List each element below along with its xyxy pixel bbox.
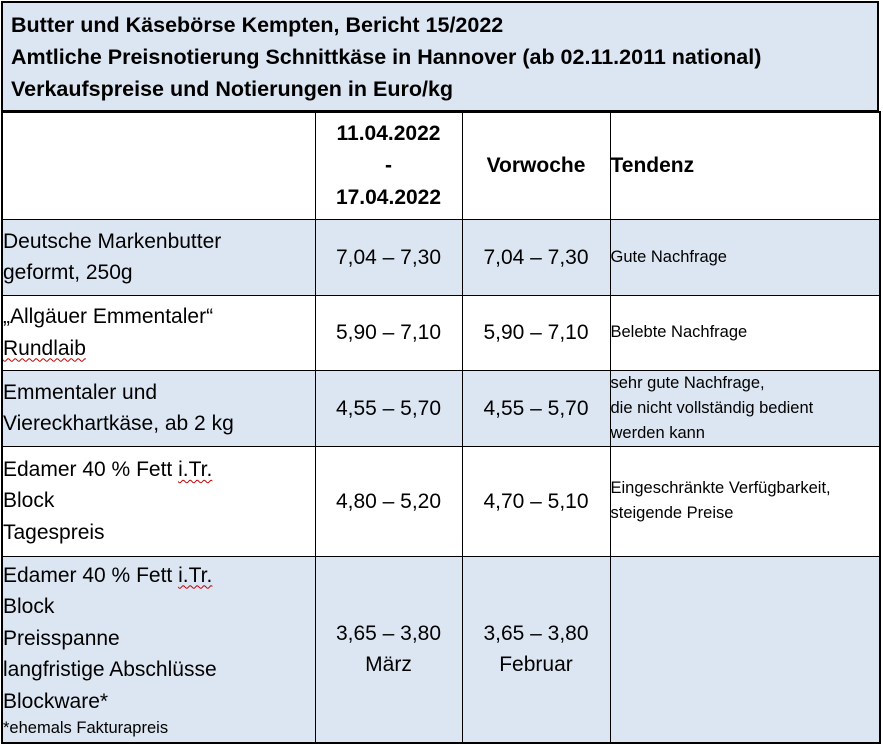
header-trend: Tendenz — [610, 112, 880, 219]
product-text: Edamer 40 % Fett — [3, 457, 179, 481]
previous-price-cell — [462, 556, 610, 743]
product-line: Preisspanne — [3, 626, 120, 650]
header-date-dash: - — [385, 153, 392, 177]
trend-line: Eingeschränkte Verfügbarkeit, — [610, 479, 831, 497]
header-current-week — [315, 112, 462, 219]
product-text: i.Tr. — [178, 457, 213, 481]
report-subtitle: Amtliche Preisnotierung Schnittkäse in Hannover (ab 02.11.2011 national) — [11, 45, 762, 69]
header-previous-week: Vorwoche — [462, 112, 610, 219]
product-line: Tagespreis — [3, 520, 105, 544]
trend-cell — [610, 219, 880, 295]
product-text: Edamer 40 % Fett — [3, 563, 179, 587]
report-header — [1, 1, 879, 112]
report-title: Butter und Käsebörse Kempten, Bericht 15/2022 — [11, 13, 504, 37]
product-cell — [2, 219, 315, 295]
product-cell — [2, 370, 315, 446]
table-header-row — [2, 112, 880, 219]
trend-line: sehr gute Nachfrage, — [610, 373, 765, 392]
trend-line: Belebte Nachfrage — [610, 323, 748, 341]
price-month: März — [365, 653, 412, 677]
product-line: Rundlaib — [3, 336, 86, 360]
product-line: Emmentaler und — [3, 380, 158, 404]
header-empty-cell — [2, 112, 315, 219]
previous-price-cell: 4,55 – 5,70 — [462, 370, 610, 446]
product-line: Viereckhartkäse, ab 2 kg — [3, 412, 234, 435]
current-price-cell: 4,55 – 5,70 — [315, 370, 462, 446]
price-month: Februar — [499, 653, 573, 677]
header-date-to: 17.04.2022 — [335, 185, 442, 209]
product-line: Block — [3, 489, 55, 513]
current-price-cell: 4,80 – 5,20 — [315, 446, 462, 556]
product-text: i.Tr. — [178, 563, 213, 587]
product-line: „Allgäuer Emmentaler“ — [3, 305, 214, 328]
trend-cell — [610, 295, 880, 370]
current-price-cell: 7,04 – 7,30 — [315, 219, 462, 295]
product-line: Deutsche Markenbutter — [3, 229, 222, 253]
price-range: 3,65 – 3,80 — [335, 622, 442, 646]
product-cell — [2, 556, 315, 743]
previous-price-cell: 4,70 – 5,10 — [462, 446, 610, 556]
footnote: *ehemals Fakturapreis — [3, 719, 169, 737]
trend-line: Gute Nachfrage — [610, 247, 727, 266]
product-cell — [2, 295, 315, 370]
trend-cell — [610, 370, 880, 446]
price-range: 3,65 – 3,80 — [483, 622, 589, 646]
price-table — [1, 111, 881, 744]
trend-line: steigende Preise — [610, 504, 734, 522]
current-price-cell: 5,90 – 7,10 — [315, 295, 462, 370]
header-date-from: 11.04.2022 — [336, 121, 441, 145]
trend-line: die nicht vollständig bedient — [610, 398, 814, 417]
product-line: langfristige Abschlüsse — [3, 658, 217, 681]
product-cell — [2, 446, 315, 556]
previous-price-cell: 7,04 – 7,30 — [462, 219, 610, 295]
table-row — [2, 295, 880, 370]
product-line: geformt, 250g — [3, 261, 133, 284]
table-row — [2, 556, 880, 743]
product-line — [3, 560, 315, 592]
product-line: Block — [3, 595, 55, 618]
product-line: Blockware* — [3, 689, 109, 713]
table-row — [2, 370, 880, 446]
table-row — [2, 446, 880, 556]
trend-cell — [610, 446, 880, 556]
trend-line: werden kann — [610, 423, 705, 442]
table-row — [2, 219, 880, 295]
previous-price-cell: 5,90 – 7,10 — [462, 295, 610, 370]
trend-cell — [610, 556, 880, 743]
current-price-cell — [315, 556, 462, 743]
report-units: Verkaufspreise und Notierungen in Euro/kg — [11, 77, 454, 101]
product-line — [3, 454, 315, 486]
